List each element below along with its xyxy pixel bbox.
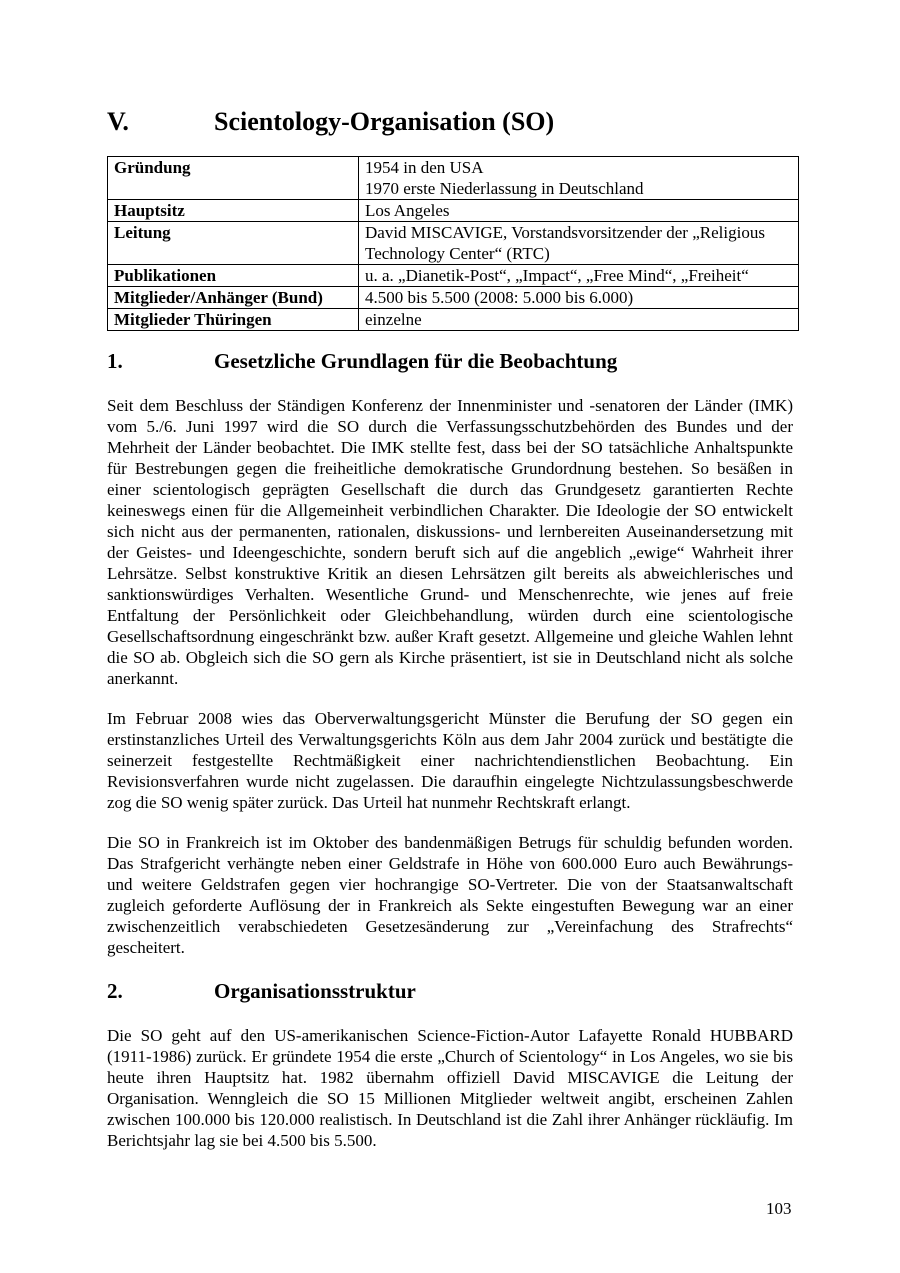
facts-table — [107, 156, 799, 331]
chapter-title: Scientology-Organisation (SO) — [214, 107, 555, 136]
section1-paragraph-2: Im Februar 2008 wies das Oberverwaltungsgericht Münster die Berufung der SO gegen ein erstinstanzliches Urteil des Verwaltungsgerichts Köln aus dem Jahr 2004 zurück und bestätigte die seinerzeit festgestellte Rechtmäßigkeit einer nachrichtendienstlichen Beobachtung. Ein Revisionsverfahren wurde nicht zugelassen. Die daraufhin eingelegte Nichtzulassungsbeschwerde zog die SO wenig später zurück. Das Urteil hat nunmehr Rechtskraft erlangt. — [107, 709, 793, 812]
fact-key: Publikationen — [108, 265, 359, 287]
fact-value-line: u. a. „Dianetik-Post“, „Impact“, „Free Mind“, „Freiheit“ — [365, 266, 749, 285]
chapter-number: V. — [107, 107, 129, 136]
section2-title: Organisationsstruktur — [214, 979, 416, 1003]
section1-title: Gesetzliche Grundlagen für die Beobachtung — [214, 349, 618, 373]
section1-heading — [107, 348, 617, 374]
fact-value-line: 1954 in den USA — [365, 158, 484, 177]
fact-value-line: 1970 erste Niederlassung in Deutschland — [365, 179, 644, 198]
fact-value — [359, 309, 799, 331]
section1-paragraph-3: Die SO in Frankreich ist im Oktober des bandenmäßigen Betrugs für schuldig befunden worden. Das Strafgericht verhängte neben einer Geldstrafe in Höhe von 600.000 Euro auch Bewährungs- und weitere Geldstrafen gegen vier hochrangige SO-Vertreter. Die von der Staatsanwaltschaft zugleich geforderte Auflösung der in Frankreich als Sekte eingestuften Bewegung war an einer zwischenzeitlich verabschiedeten Gesetzesänderung zur „Vereinfachung des Strafrechts“ gescheitert. — [107, 833, 793, 957]
table-row — [108, 265, 799, 287]
section2-number: 2. — [107, 979, 123, 1003]
page-number: 103 — [766, 1199, 792, 1218]
table-row — [108, 287, 799, 309]
section2-paragraph-1: Die SO geht auf den US-amerikanischen Science-Fiction-Autor Lafayette Ronald HUBBARD (1911-1986) zurück. Er gründete 1954 die erste „Church of Scientology“ in Los Angeles, wo sie bis heute ihren Hauptsitz hat. 1982 übernahm offiziell David MISCAVIGE die Leitung der Organisation. Wenngleich die SO 15 Millionen Mitglieder weltweit angibt, erscheinen Zahlen zwischen 100.000 bis 120.000 realistisch. In Deutschland ist die Zahl ihrer Anhänger rückläufig. Im Berichtsjahr lag sie bei 4.500 bis 5.500. — [107, 1026, 793, 1150]
fact-value — [359, 265, 799, 287]
fact-value-line: Los Angeles — [365, 201, 450, 220]
fact-value — [359, 287, 799, 309]
table-row — [108, 157, 799, 200]
fact-value-line: David MISCAVIGE, Vorstandsvorsitzender der „Religious — [365, 223, 765, 242]
fact-key: Leitung — [108, 222, 359, 265]
chapter-heading — [107, 106, 554, 138]
fact-value — [359, 222, 799, 265]
table-row — [108, 200, 799, 222]
table-row — [108, 222, 799, 265]
table-row — [108, 309, 799, 331]
fact-key: Mitglieder/Anhänger (Bund) — [108, 287, 359, 309]
fact-value-line: Technology Center“ (RTC) — [365, 244, 550, 263]
fact-key: Hauptsitz — [108, 200, 359, 222]
fact-key: Mitglieder Thüringen — [108, 309, 359, 331]
section2-heading — [107, 978, 416, 1004]
fact-value-line: 4.500 bis 5.500 (2008: 5.000 bis 6.000) — [365, 288, 634, 307]
section1-number: 1. — [107, 349, 123, 373]
section1-paragraph-1: Seit dem Beschluss der Ständigen Konferenz der Innenminister und -senatoren der Länder (IMK) vom 5./6. Juni 1997 wird die SO durch die Verfassungsschutzbehörden des Bundes und der Mehrheit der Länder beobachtet. Die IMK stellte fest, dass bei der SO tatsächliche Anhaltspunkte für Bestrebungen gegen die freiheitliche demokratische Grundordnung bestehen. So besäßen in einer scientologisch geprägten Gesellschaft die durch das Grundgesetz garantierten Rechte keineswegs einen für die Allgemeinheit verbindlichen Charakter. Die Ideologie der SO entwickelt sich nicht aus der permanenten, rationalen, diskussions- und lernbereiten Auseinandersetzung mit der Geistes- und Ideengeschichte, sondern beruft sich auf die angeblich „ewige“ Wahrheit ihrer Lehrsätze. Selbst konstruktive Kritik an diesen Lehrsätzen gilt bereits als abweichlerisches und sanktionswürdiges Verhalten. Wesentliche Grund- und Menschenrechte, wie jenes auf freie Entfaltung der Persönlichkeit oder Gleichbehandlung, würden durch eine scientologische Gesellschaftsordnung eingeschränkt bzw. außer Kraft gesetzt. Allgemeine und gleiche Wahlen lehnt die SO ab. Obgleich sich die SO gern als Kirche präsentiert, ist sie in Deutschland nicht als solche anerkannt. — [107, 396, 793, 688]
fact-value-line: einzelne — [365, 310, 422, 329]
fact-value — [359, 200, 799, 222]
fact-key: Gründung — [108, 157, 359, 200]
fact-value — [359, 157, 799, 200]
